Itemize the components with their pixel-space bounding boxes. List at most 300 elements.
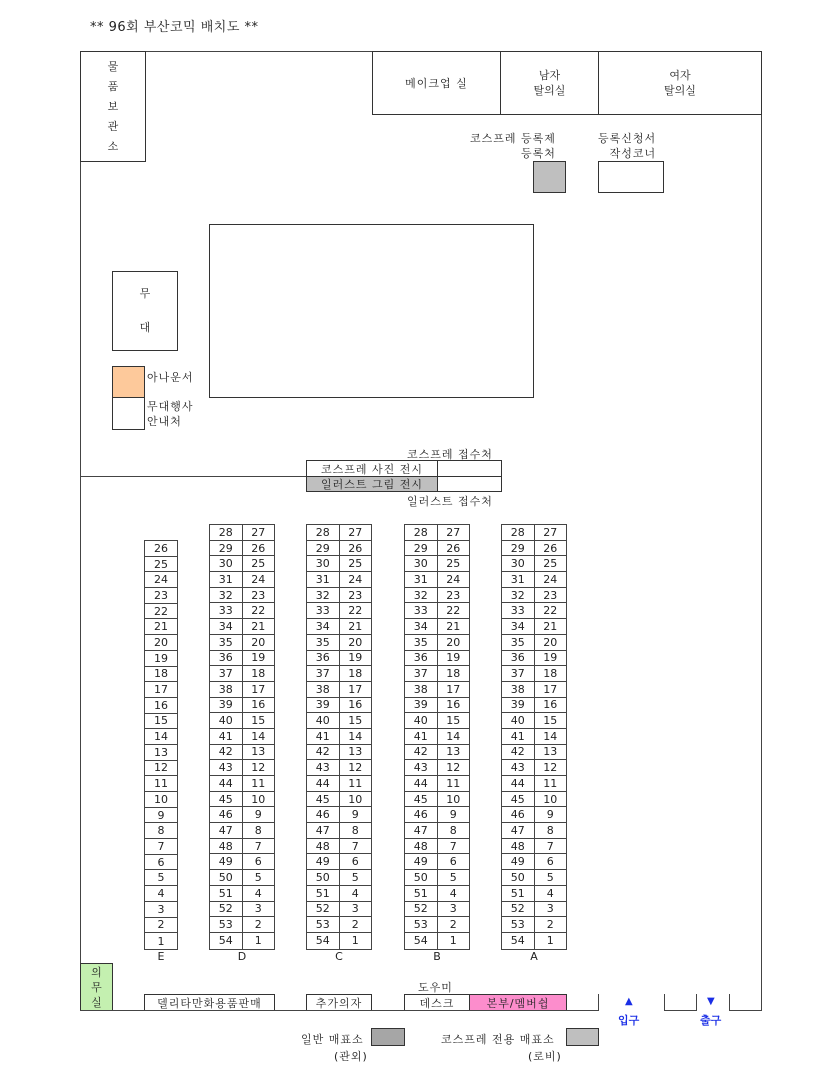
seat-row — [307, 572, 371, 588]
seat[interactable]: 23 — [242, 588, 275, 603]
seat-row — [307, 870, 371, 886]
seat[interactable]: 32 — [218, 588, 233, 602]
seat[interactable]: 23 — [534, 588, 567, 603]
seat[interactable]: 4 — [339, 886, 372, 901]
seat[interactable]: 27 — [437, 525, 470, 540]
seat[interactable]: 25 — [534, 556, 567, 571]
seat[interactable]: 18 — [339, 666, 372, 681]
storage-room: 물 품 보 관 소 — [80, 51, 146, 162]
seat[interactable]: 1 — [157, 934, 165, 948]
seat-row — [502, 525, 566, 541]
seat[interactable]: 42 — [315, 745, 330, 759]
seat[interactable]: 19 — [437, 651, 470, 666]
seat[interactable]: 40 — [510, 714, 525, 728]
seat[interactable]: 26 — [154, 541, 168, 555]
seat-block-b — [404, 524, 470, 950]
seat[interactable]: 37 — [218, 667, 233, 681]
seat-row — [307, 682, 371, 698]
block-label-d: D — [237, 950, 247, 963]
exit-arrow-icon: ▼ — [707, 996, 715, 1007]
seat[interactable]: 26 — [242, 541, 275, 556]
seat[interactable]: 12 — [534, 760, 567, 775]
seat[interactable]: 34 — [510, 619, 525, 633]
seat[interactable]: 43 — [413, 761, 428, 775]
seat[interactable]: 46 — [315, 808, 330, 822]
seat[interactable]: 14 — [437, 729, 470, 744]
seat[interactable]: 41 — [510, 729, 525, 743]
seat[interactable]: 36 — [218, 651, 233, 665]
seat-row — [145, 698, 177, 714]
seat[interactable]: 48 — [510, 839, 525, 853]
seat[interactable]: 22 — [339, 603, 372, 618]
seat[interactable]: 23 — [437, 588, 470, 603]
seat[interactable]: 49 — [413, 855, 428, 869]
seat[interactable]: 16 — [242, 698, 275, 713]
seat[interactable]: 6 — [534, 854, 567, 869]
seat[interactable]: 29 — [510, 541, 525, 555]
seat[interactable]: 22 — [534, 603, 567, 618]
seat[interactable]: 39 — [413, 698, 428, 712]
seat[interactable]: 16 — [437, 698, 470, 713]
seat[interactable]: 3 — [157, 902, 165, 916]
seat[interactable]: 34 — [218, 619, 233, 633]
seat[interactable]: 51 — [315, 886, 330, 900]
seat[interactable]: 20 — [154, 635, 168, 649]
seat[interactable]: 21 — [339, 619, 372, 634]
seat[interactable]: 51 — [510, 886, 525, 900]
seat[interactable]: 15 — [534, 713, 567, 728]
seat[interactable]: 22 — [437, 603, 470, 618]
seat[interactable]: 7 — [534, 839, 567, 854]
seat[interactable]: 53 — [510, 918, 525, 932]
seat[interactable]: 27 — [242, 525, 275, 540]
seat[interactable]: 24 — [242, 572, 275, 587]
seat[interactable]: 37 — [510, 667, 525, 681]
seat[interactable]: 47 — [413, 823, 428, 837]
seat[interactable]: 15 — [437, 713, 470, 728]
seat[interactable]: 19 — [242, 651, 275, 666]
seat[interactable]: 2 — [339, 917, 372, 932]
seat[interactable]: 38 — [218, 682, 233, 696]
seat[interactable]: 14 — [534, 729, 567, 744]
seat[interactable]: 9 — [534, 807, 567, 822]
seat-row — [145, 792, 177, 808]
seat-row — [502, 917, 566, 933]
seat-row — [210, 776, 274, 792]
seat[interactable]: 5 — [157, 871, 165, 885]
seat[interactable]: 17 — [242, 682, 275, 697]
seat[interactable]: 10 — [154, 792, 168, 806]
seat[interactable]: 25 — [437, 556, 470, 571]
seat-row — [502, 886, 566, 902]
seat[interactable]: 48 — [315, 839, 330, 853]
seat[interactable]: 30 — [413, 557, 428, 571]
seat[interactable]: 24 — [154, 573, 168, 587]
seat[interactable]: 39 — [218, 698, 233, 712]
seat[interactable]: 45 — [315, 792, 330, 806]
seat[interactable]: 51 — [413, 886, 428, 900]
seat[interactable]: 1 — [339, 933, 372, 949]
seat[interactable]: 41 — [413, 729, 428, 743]
cosplay-photo-exhibit: 코스프레 사진 전시 — [306, 460, 438, 477]
seat[interactable]: 3 — [242, 902, 275, 917]
seat[interactable]: 28 — [413, 525, 428, 539]
seat-row — [502, 902, 566, 918]
seat[interactable]: 48 — [413, 839, 428, 853]
seat[interactable]: 50 — [413, 870, 428, 884]
bottom-wall — [80, 1010, 599, 1011]
seat-row — [502, 651, 566, 667]
seat[interactable]: 19 — [154, 651, 168, 665]
seat[interactable]: 31 — [413, 572, 428, 586]
seat[interactable]: 39 — [315, 698, 330, 712]
seat[interactable]: 14 — [242, 729, 275, 744]
exit-label[interactable]: 출구 — [700, 1014, 722, 1027]
seat[interactable]: 16 — [154, 698, 168, 712]
seat[interactable]: 32 — [413, 588, 428, 602]
seat[interactable]: 53 — [413, 918, 428, 932]
seat[interactable]: 17 — [339, 682, 372, 697]
seat[interactable]: 36 — [510, 651, 525, 665]
announcer-label: 아나운서 — [147, 371, 194, 384]
seat[interactable]: 9 — [437, 807, 470, 822]
seat[interactable]: 49 — [218, 855, 233, 869]
seat-row — [145, 933, 177, 949]
seat[interactable]: 23 — [154, 588, 168, 602]
seat[interactable]: 21 — [242, 619, 275, 634]
seat[interactable]: 16 — [534, 698, 567, 713]
seat[interactable]: 31 — [315, 572, 330, 586]
seat[interactable]: 44 — [510, 776, 525, 790]
seat[interactable]: 11 — [534, 776, 567, 791]
seat[interactable]: 15 — [242, 713, 275, 728]
seat[interactable]: 52 — [413, 902, 428, 916]
seat[interactable]: 26 — [534, 541, 567, 556]
seat[interactable]: 4 — [242, 886, 275, 901]
seat-row — [405, 556, 469, 572]
seat[interactable]: 7 — [437, 839, 470, 854]
seat[interactable]: 44 — [218, 776, 233, 790]
seat[interactable]: 49 — [315, 855, 330, 869]
seat[interactable]: 17 — [154, 683, 168, 697]
seat[interactable]: 35 — [315, 635, 330, 649]
cosplay-reception-label: 코스프레 접수처 — [407, 448, 493, 461]
seat-row — [210, 541, 274, 557]
seat[interactable]: 7 — [339, 839, 372, 854]
seat[interactable]: 21 — [154, 620, 168, 634]
seat[interactable]: 31 — [218, 572, 233, 586]
seat[interactable]: 12 — [339, 760, 372, 775]
seat-row — [210, 651, 274, 667]
seat[interactable]: 10 — [339, 792, 372, 807]
seat[interactable]: 10 — [534, 792, 567, 807]
seat[interactable]: 8 — [242, 823, 275, 838]
seat[interactable]: 25 — [154, 557, 168, 571]
seat[interactable]: 15 — [154, 714, 168, 728]
seat[interactable]: 54 — [218, 934, 233, 948]
seat[interactable]: 11 — [154, 777, 168, 791]
seat[interactable]: 12 — [437, 760, 470, 775]
seat[interactable]: 38 — [315, 682, 330, 696]
seat[interactable]: 27 — [534, 525, 567, 540]
seat[interactable]: 18 — [437, 666, 470, 681]
seat-row — [210, 823, 274, 839]
seat[interactable]: 44 — [413, 776, 428, 790]
seat[interactable]: 27 — [339, 525, 372, 540]
seat[interactable]: 45 — [413, 792, 428, 806]
seat[interactable]: 10 — [437, 792, 470, 807]
seat[interactable]: 4 — [437, 886, 470, 901]
seat[interactable]: 35 — [218, 635, 233, 649]
seat[interactable]: 20 — [437, 635, 470, 650]
seat-row — [145, 729, 177, 745]
seat[interactable]: 37 — [413, 667, 428, 681]
general-ticket-label: 일반 매표소 — [301, 1033, 364, 1046]
seat[interactable]: 17 — [534, 682, 567, 697]
seat[interactable]: 38 — [510, 682, 525, 696]
seat[interactable]: 28 — [218, 525, 233, 539]
seat[interactable]: 6 — [437, 854, 470, 869]
seat[interactable]: 43 — [510, 761, 525, 775]
seat[interactable]: 20 — [242, 635, 275, 650]
block-label-b: B — [433, 950, 441, 963]
seat[interactable]: 13 — [437, 745, 470, 760]
seat[interactable]: 1 — [534, 933, 567, 949]
seat[interactable]: 18 — [154, 667, 168, 681]
seat[interactable]: 13 — [534, 745, 567, 760]
seat[interactable]: 3 — [437, 902, 470, 917]
seat[interactable]: 1 — [242, 933, 275, 949]
seat[interactable]: 4 — [157, 886, 165, 900]
seat[interactable]: 13 — [242, 745, 275, 760]
seat[interactable]: 33 — [413, 604, 428, 618]
illust-exhibit: 일러스트 그림 전시 — [306, 476, 438, 492]
seat[interactable]: 32 — [510, 588, 525, 602]
seat[interactable]: 43 — [218, 761, 233, 775]
seat-row — [210, 760, 274, 776]
seat-row — [307, 603, 371, 619]
seat[interactable]: 33 — [218, 604, 233, 618]
seat[interactable]: 14 — [154, 730, 168, 744]
seat[interactable]: 47 — [510, 823, 525, 837]
seat[interactable]: 26 — [437, 541, 470, 556]
seat[interactable]: 3 — [339, 902, 372, 917]
seat[interactable]: 13 — [154, 745, 168, 759]
seat[interactable]: 21 — [437, 619, 470, 634]
seat[interactable]: 24 — [339, 572, 372, 587]
seat[interactable]: 22 — [242, 603, 275, 618]
seat[interactable]: 45 — [218, 792, 233, 806]
seat[interactable]: 17 — [437, 682, 470, 697]
seat[interactable]: 51 — [218, 886, 233, 900]
seat-row — [145, 572, 177, 588]
seat[interactable]: 28 — [315, 525, 330, 539]
seat[interactable]: 54 — [413, 934, 428, 948]
seat[interactable]: 12 — [242, 760, 275, 775]
seat[interactable]: 19 — [534, 651, 567, 666]
seat[interactable]: 40 — [413, 714, 428, 728]
seat[interactable]: 49 — [510, 855, 525, 869]
seat[interactable]: 40 — [315, 714, 330, 728]
seat[interactable]: 34 — [413, 619, 428, 633]
seat[interactable]: 34 — [315, 619, 330, 633]
seat[interactable]: 11 — [437, 776, 470, 791]
seat[interactable]: 42 — [510, 745, 525, 759]
seat[interactable]: 37 — [315, 667, 330, 681]
seat-row — [405, 870, 469, 886]
seat[interactable]: 9 — [242, 807, 275, 822]
seat[interactable]: 40 — [218, 714, 233, 728]
seat[interactable]: 20 — [534, 635, 567, 650]
seat[interactable]: 11 — [339, 776, 372, 791]
seat[interactable]: 54 — [315, 934, 330, 948]
seat[interactable]: 2 — [242, 917, 275, 932]
seat[interactable]: 12 — [154, 761, 168, 775]
seat-row — [145, 839, 177, 855]
seat-row — [405, 902, 469, 918]
seat[interactable]: 24 — [534, 572, 567, 587]
seat[interactable]: 29 — [218, 541, 233, 555]
seat-row — [405, 572, 469, 588]
seat[interactable]: 42 — [218, 745, 233, 759]
seat[interactable]: 30 — [510, 557, 525, 571]
seat[interactable]: 38 — [413, 682, 428, 696]
seat-row — [502, 729, 566, 745]
seat[interactable]: 18 — [242, 666, 275, 681]
seat-row — [145, 745, 177, 761]
seat-row — [210, 729, 274, 745]
seat[interactable]: 5 — [242, 870, 275, 885]
seat-row — [405, 760, 469, 776]
seat-row — [210, 682, 274, 698]
seat[interactable]: 33 — [510, 604, 525, 618]
seat[interactable]: 46 — [413, 808, 428, 822]
seat[interactable]: 35 — [413, 635, 428, 649]
seat[interactable]: 11 — [242, 776, 275, 791]
seat[interactable]: 48 — [218, 839, 233, 853]
seat[interactable]: 33 — [315, 604, 330, 618]
seat[interactable]: 6 — [242, 854, 275, 869]
seat[interactable]: 25 — [242, 556, 275, 571]
seat[interactable]: 6 — [339, 854, 372, 869]
seat[interactable]: 42 — [413, 745, 428, 759]
seat[interactable]: 43 — [315, 761, 330, 775]
seat-row — [502, 807, 566, 823]
seat[interactable]: 44 — [315, 776, 330, 790]
seat-row — [145, 667, 177, 683]
seat[interactable]: 30 — [218, 557, 233, 571]
seat[interactable]: 36 — [413, 651, 428, 665]
seat[interactable]: 53 — [315, 918, 330, 932]
seat-row — [307, 902, 371, 918]
seat[interactable]: 41 — [218, 729, 233, 743]
general-ticket-sub: (관외) — [334, 1050, 368, 1063]
seat[interactable]: 9 — [339, 807, 372, 822]
seat[interactable]: 31 — [510, 572, 525, 586]
seat-row — [210, 635, 274, 651]
seat[interactable]: 29 — [413, 541, 428, 555]
seat[interactable]: 15 — [339, 713, 372, 728]
seat[interactable]: 2 — [534, 917, 567, 932]
seat[interactable]: 28 — [510, 525, 525, 539]
seat[interactable]: 2 — [437, 917, 470, 932]
seat-row — [307, 619, 371, 635]
seat[interactable]: 47 — [315, 823, 330, 837]
seat-row — [210, 556, 274, 572]
seat[interactable]: 7 — [157, 839, 165, 853]
seat[interactable]: 23 — [339, 588, 372, 603]
seat[interactable]: 8 — [437, 823, 470, 838]
seat[interactable]: 4 — [534, 886, 567, 901]
seat[interactable]: 32 — [315, 588, 330, 602]
seat[interactable]: 25 — [339, 556, 372, 571]
seat[interactable]: 26 — [339, 541, 372, 556]
seat[interactable]: 3 — [534, 902, 567, 917]
seat[interactable]: 1 — [437, 933, 470, 949]
seat[interactable]: 7 — [242, 839, 275, 854]
seat[interactable]: 45 — [510, 792, 525, 806]
seat[interactable]: 46 — [510, 808, 525, 822]
seat[interactable]: 41 — [315, 729, 330, 743]
seat-row — [210, 572, 274, 588]
seat[interactable]: 50 — [218, 870, 233, 884]
seat[interactable]: 20 — [339, 635, 372, 650]
seat[interactable]: 14 — [339, 729, 372, 744]
seat[interactable]: 29 — [315, 541, 330, 555]
seat[interactable]: 22 — [154, 604, 168, 618]
seat-row — [307, 745, 371, 761]
seat-row — [405, 854, 469, 870]
seat[interactable]: 36 — [315, 651, 330, 665]
seat[interactable]: 10 — [242, 792, 275, 807]
seat[interactable]: 53 — [218, 918, 233, 932]
seat[interactable]: 8 — [534, 823, 567, 838]
seat[interactable]: 8 — [157, 824, 165, 838]
seat[interactable]: 5 — [437, 870, 470, 885]
seat[interactable]: 6 — [157, 855, 165, 869]
seat[interactable]: 19 — [339, 651, 372, 666]
seat[interactable]: 9 — [157, 808, 165, 822]
seat-block-d — [209, 524, 275, 950]
seat[interactable]: 39 — [510, 698, 525, 712]
seat[interactable]: 24 — [437, 572, 470, 587]
seat[interactable]: 30 — [315, 557, 330, 571]
seat[interactable]: 52 — [315, 902, 330, 916]
seat[interactable]: 54 — [510, 934, 525, 948]
bottom-wall-post — [598, 994, 599, 1011]
seat[interactable]: 5 — [339, 870, 372, 885]
seat[interactable]: 8 — [339, 823, 372, 838]
seat[interactable]: 35 — [510, 635, 525, 649]
seat[interactable]: 47 — [218, 823, 233, 837]
entrance-label[interactable]: 입구 — [618, 1014, 640, 1027]
seat[interactable]: 16 — [339, 698, 372, 713]
seat[interactable]: 52 — [218, 902, 233, 916]
seat[interactable]: 13 — [339, 745, 372, 760]
seat[interactable]: 46 — [218, 808, 233, 822]
seat[interactable]: 52 — [510, 902, 525, 916]
seat-row — [145, 761, 177, 777]
seat[interactable]: 50 — [315, 870, 330, 884]
seat-row — [210, 839, 274, 855]
seat[interactable]: 21 — [534, 619, 567, 634]
seat[interactable]: 5 — [534, 870, 567, 885]
seat[interactable]: 50 — [510, 870, 525, 884]
makeup-room: 메이크업 실 — [372, 51, 501, 115]
seat[interactable]: 18 — [534, 666, 567, 681]
seat-row — [145, 855, 177, 871]
seat[interactable]: 2 — [157, 918, 165, 932]
